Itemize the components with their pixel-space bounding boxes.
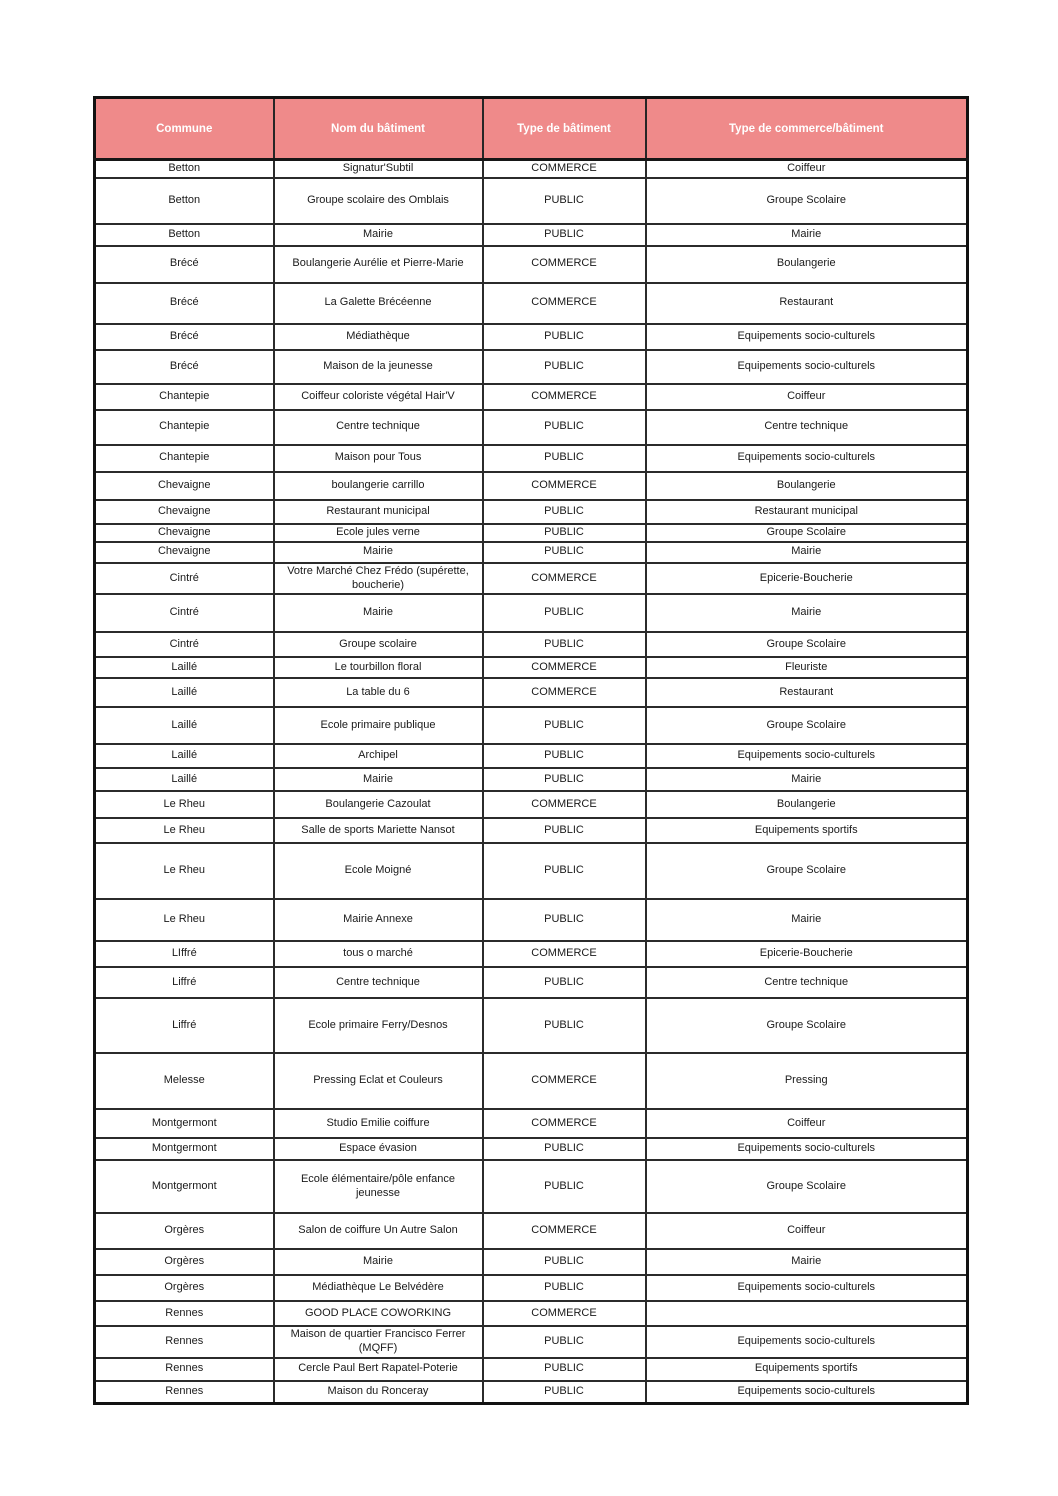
cell-type-batiment: PUBLIC [483,1326,646,1358]
cell-nom-batiment: Maison de la jeunesse [274,350,483,384]
table-body [95,160,968,1404]
table-row [95,224,968,246]
table-row [95,178,968,224]
cell-type-commerce: Equipements sportifs [646,1358,968,1381]
cell-commune: Cintré [95,594,274,632]
cell-type-commerce: Mairie [646,594,968,632]
cell-commune: Cintré [95,563,274,595]
table-row [95,791,968,818]
column-header-commune: Commune [95,98,274,160]
table-row [95,632,968,657]
cell-commune: Le Rheu [95,818,274,843]
cell-nom-batiment: Studio Emilie coiffure [274,1109,483,1138]
cell-type-batiment: COMMERCE [483,384,646,410]
cell-type-batiment: PUBLIC [483,224,646,246]
cell-commune: Chantepie [95,384,274,410]
cell-commune: Cintré [95,632,274,657]
cell-nom-batiment: Ecole élémentaire/pôle enfance jeunesse [274,1160,483,1213]
cell-type-batiment: PUBLIC [483,632,646,657]
cell-nom-batiment: Salle de sports Mariette Nansot [274,818,483,843]
cell-type-commerce [646,1301,968,1326]
cell-type-batiment: PUBLIC [483,410,646,445]
cell-nom-batiment: Boulangerie Cazoulat [274,791,483,818]
cell-commune: Orgères [95,1275,274,1301]
table-row [95,384,968,410]
cell-type-batiment: COMMERCE [483,657,646,678]
table-row [95,1301,968,1326]
cell-nom-batiment: Maison du Ronceray [274,1381,483,1404]
column-header-nom: Nom du bâtiment [274,98,483,160]
table-row [95,1160,968,1213]
cell-commune: Melesse [95,1053,274,1109]
cell-commune: Betton [95,160,274,178]
table-row [95,657,968,678]
cell-type-commerce: Mairie [646,1249,968,1275]
table-row [95,1213,968,1249]
column-header-type: Type de bâtiment [483,98,646,160]
cell-nom-batiment: Le tourbillon floral [274,657,483,678]
cell-nom-batiment: boulangerie carrillo [274,472,483,500]
cell-nom-batiment: Groupe scolaire [274,632,483,657]
table-row [95,563,968,595]
table-row [95,707,968,744]
cell-commune: Brécé [95,324,274,350]
cell-commune: Orgères [95,1213,274,1249]
cell-type-batiment: PUBLIC [483,542,646,563]
cell-nom-batiment: Maison pour Tous [274,445,483,472]
cell-type-commerce: Coiffeur [646,1109,968,1138]
cell-type-commerce: Epicerie-Boucherie [646,941,968,967]
table-row [95,941,968,967]
cell-nom-batiment: Ecole primaire Ferry/Desnos [274,998,483,1053]
header-row [95,98,968,160]
table-row [95,967,968,998]
cell-commune: Laillé [95,768,274,791]
cell-commune: Rennes [95,1358,274,1381]
cell-type-commerce: Groupe Scolaire [646,998,968,1053]
cell-nom-batiment: tous o marché [274,941,483,967]
cell-type-commerce: Epicerie-Boucherie [646,563,968,595]
cell-type-commerce: Boulangerie [646,472,968,500]
cell-type-commerce: Groupe Scolaire [646,178,968,224]
cell-commune: Rennes [95,1301,274,1326]
cell-nom-batiment: Salon de coiffure Un Autre Salon [274,1213,483,1249]
cell-commune: Le Rheu [95,843,274,899]
cell-commune: Le Rheu [95,791,274,818]
cell-nom-batiment: Signatur'Subtil [274,160,483,178]
cell-nom-batiment: Archipel [274,744,483,768]
cell-nom-batiment: Mairie [274,594,483,632]
cell-type-commerce: Equipements socio-culturels [646,1326,968,1358]
cell-commune: Chantepie [95,445,274,472]
table-row [95,1249,968,1275]
cell-nom-batiment: Restaurant municipal [274,500,483,524]
cell-type-commerce: Groupe Scolaire [646,843,968,899]
cell-nom-batiment: Médiathèque Le Belvédère [274,1275,483,1301]
cell-type-batiment: PUBLIC [483,967,646,998]
cell-type-commerce: Pressing [646,1053,968,1109]
cell-type-commerce: Equipements socio-culturels [646,1381,968,1404]
cell-nom-batiment: Mairie [274,768,483,791]
cell-nom-batiment: Mairie [274,1249,483,1275]
cell-nom-batiment: La table du 6 [274,678,483,707]
cell-commune: Liffré [95,998,274,1053]
buildings-table [93,96,969,1405]
cell-type-commerce: Equipements sportifs [646,818,968,843]
cell-type-batiment: COMMERCE [483,678,646,707]
cell-commune: Brécé [95,283,274,324]
cell-type-batiment: PUBLIC [483,178,646,224]
cell-nom-batiment: Votre Marché Chez Frédo (supérette, boucherie) [274,563,483,595]
cell-commune: Chantepie [95,410,274,445]
table-row [95,410,968,445]
cell-type-commerce: Mairie [646,899,968,941]
cell-commune: Laillé [95,744,274,768]
table-row [95,899,968,941]
cell-type-batiment: COMMERCE [483,283,646,324]
cell-type-batiment: PUBLIC [483,350,646,384]
cell-type-batiment: COMMERCE [483,791,646,818]
cell-type-commerce: Boulangerie [646,246,968,283]
cell-commune: Le Rheu [95,899,274,941]
table-row [95,998,968,1053]
cell-nom-batiment: Ecole jules verne [274,524,483,542]
cell-type-commerce: Restaurant [646,283,968,324]
cell-type-batiment: PUBLIC [483,1275,646,1301]
cell-nom-batiment: GOOD PLACE COWORKING [274,1301,483,1326]
cell-type-commerce: Equipements socio-culturels [646,744,968,768]
cell-type-batiment: PUBLIC [483,899,646,941]
cell-type-batiment: COMMERCE [483,246,646,283]
cell-commune: Betton [95,178,274,224]
column-header-commerce: Type de commerce/bâtiment [646,98,968,160]
cell-type-batiment: PUBLIC [483,1138,646,1160]
cell-commune: Laillé [95,678,274,707]
cell-type-commerce: Restaurant [646,678,968,707]
table-row [95,678,968,707]
cell-type-commerce: Coiffeur [646,1213,968,1249]
cell-type-batiment: COMMERCE [483,941,646,967]
cell-type-batiment: COMMERCE [483,160,646,178]
table-row [95,246,968,283]
cell-type-commerce: Groupe Scolaire [646,707,968,744]
table-row [95,445,968,472]
cell-type-commerce: Groupe Scolaire [646,632,968,657]
cell-commune: Montgermont [95,1138,274,1160]
cell-commune: Rennes [95,1326,274,1358]
table-row [95,744,968,768]
cell-nom-batiment: Coiffeur coloriste végétal Hair'V [274,384,483,410]
cell-type-commerce: Restaurant municipal [646,500,968,524]
cell-type-batiment: COMMERCE [483,1213,646,1249]
table-row [95,1326,968,1358]
table-row [95,843,968,899]
cell-nom-batiment: Pressing Eclat et Couleurs [274,1053,483,1109]
cell-nom-batiment: Espace évasion [274,1138,483,1160]
cell-commune: Chevaigne [95,472,274,500]
cell-type-batiment: PUBLIC [483,744,646,768]
cell-commune: Chevaigne [95,524,274,542]
table-row [95,1358,968,1381]
cell-type-batiment: PUBLIC [483,998,646,1053]
cell-type-batiment: COMMERCE [483,472,646,500]
cell-type-commerce: Coiffeur [646,160,968,178]
cell-type-batiment: PUBLIC [483,843,646,899]
table-row [95,1381,968,1404]
table-row [95,594,968,632]
cell-commune: Orgères [95,1249,274,1275]
cell-commune: Betton [95,224,274,246]
cell-type-commerce: Fleuriste [646,657,968,678]
cell-commune: LIffré [95,941,274,967]
cell-type-batiment: PUBLIC [483,524,646,542]
cell-nom-batiment: Mairie [274,542,483,563]
table-row [95,160,968,178]
cell-nom-batiment: Ecole primaire publique [274,707,483,744]
cell-type-commerce: Mairie [646,542,968,563]
cell-type-commerce: Boulangerie [646,791,968,818]
cell-nom-batiment: Centre technique [274,410,483,445]
cell-nom-batiment: Cercle Paul Bert Rapatel-Poterie [274,1358,483,1381]
cell-type-batiment: PUBLIC [483,500,646,524]
cell-type-commerce: Mairie [646,224,968,246]
table-row [95,524,968,542]
cell-type-commerce: Equipements socio-culturels [646,445,968,472]
table-row [95,1138,968,1160]
cell-type-commerce: Groupe Scolaire [646,524,968,542]
cell-nom-batiment: Boulangerie Aurélie et Pierre-Marie [274,246,483,283]
cell-type-batiment: PUBLIC [483,768,646,791]
cell-type-batiment: PUBLIC [483,1358,646,1381]
cell-nom-batiment: Mairie Annexe [274,899,483,941]
cell-type-batiment: PUBLIC [483,1381,646,1404]
cell-type-batiment: PUBLIC [483,1249,646,1275]
cell-type-batiment: COMMERCE [483,1053,646,1109]
cell-commune: Laillé [95,657,274,678]
cell-type-commerce: Equipements socio-culturels [646,324,968,350]
cell-type-commerce: Centre technique [646,967,968,998]
cell-type-batiment: COMMERCE [483,1301,646,1326]
table-row [95,324,968,350]
cell-type-commerce: Centre technique [646,410,968,445]
cell-commune: Chevaigne [95,500,274,524]
cell-type-batiment: PUBLIC [483,707,646,744]
cell-commune: Laillé [95,707,274,744]
cell-nom-batiment: Centre technique [274,967,483,998]
cell-nom-batiment: La Galette Brécéenne [274,283,483,324]
cell-type-commerce: Mairie [646,768,968,791]
cell-commune: Liffré [95,967,274,998]
cell-type-batiment: PUBLIC [483,1160,646,1213]
cell-type-commerce: Equipements socio-culturels [646,1138,968,1160]
cell-type-batiment: PUBLIC [483,818,646,843]
cell-type-batiment: PUBLIC [483,445,646,472]
cell-nom-batiment: Ecole Moigné [274,843,483,899]
cell-commune: Brécé [95,246,274,283]
table-row [95,768,968,791]
cell-nom-batiment: Mairie [274,224,483,246]
cell-commune: Brécé [95,350,274,384]
table-row [95,283,968,324]
table-row [95,1109,968,1138]
table-row [95,542,968,563]
table-row [95,1053,968,1109]
cell-type-batiment: COMMERCE [483,563,646,595]
table-row [95,500,968,524]
cell-type-commerce: Coiffeur [646,384,968,410]
cell-type-batiment: COMMERCE [483,1109,646,1138]
cell-commune: Montgermont [95,1109,274,1138]
cell-commune: Chevaigne [95,542,274,563]
table-row [95,472,968,500]
cell-commune: Montgermont [95,1160,274,1213]
cell-commune: Rennes [95,1381,274,1404]
cell-type-commerce: Equipements socio-culturels [646,350,968,384]
cell-type-commerce: Groupe Scolaire [646,1160,968,1213]
table-row [95,818,968,843]
cell-nom-batiment: Médiathèque [274,324,483,350]
table-row [95,350,968,384]
cell-nom-batiment: Maison de quartier Francisco Ferrer (MQFF) [274,1326,483,1358]
cell-type-commerce: Equipements socio-culturels [646,1275,968,1301]
table-header [95,98,968,160]
cell-nom-batiment: Groupe scolaire des Omblais [274,178,483,224]
table-row [95,1275,968,1301]
cell-type-batiment: PUBLIC [483,324,646,350]
cell-type-batiment: PUBLIC [483,594,646,632]
